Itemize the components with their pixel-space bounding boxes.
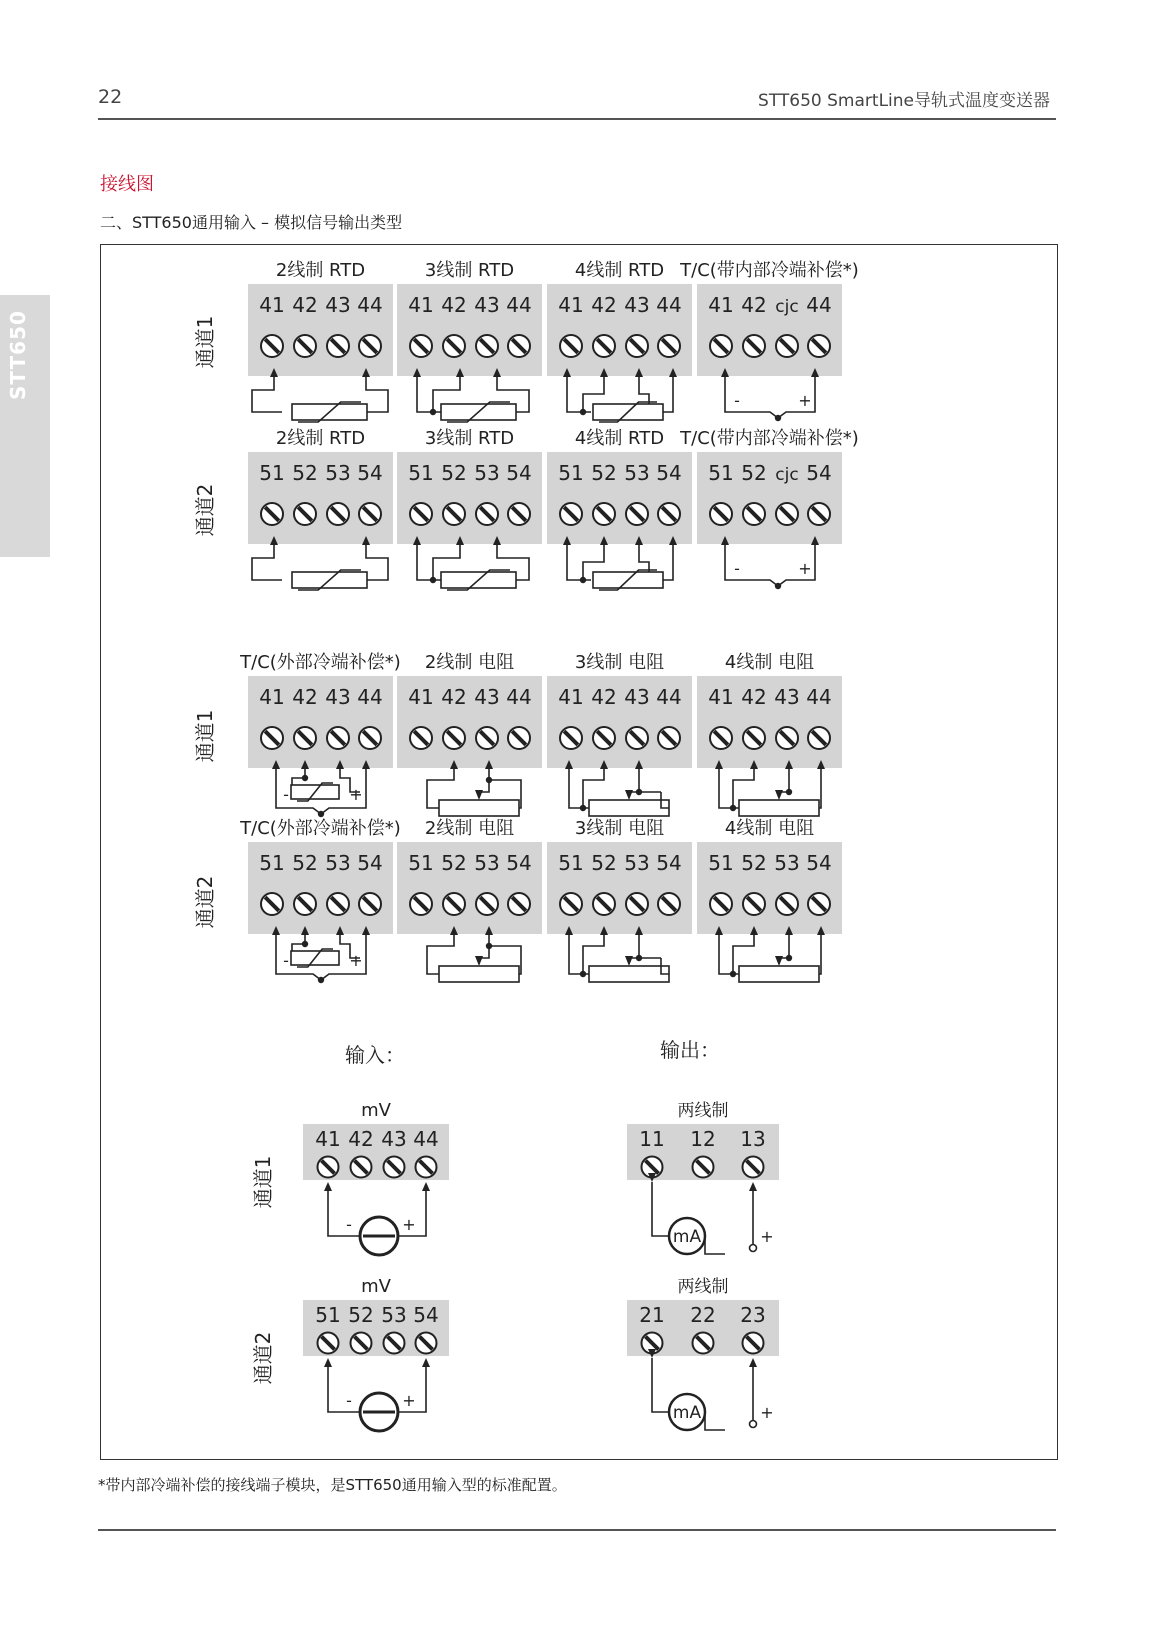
- junction-dot: [430, 577, 436, 583]
- block-label: T/C(外部冷端补偿*): [240, 652, 401, 673]
- wire: [779, 932, 789, 958]
- terminal-number: 54: [656, 461, 682, 485]
- block-label: 3线制 电阻: [574, 652, 665, 673]
- block-label: T/C(带内部冷端补偿*): [680, 428, 859, 449]
- wire: [725, 542, 778, 586]
- terminal-number: 53: [325, 461, 351, 485]
- terminal-number: 42: [741, 293, 767, 317]
- block-label: T/C(带内部冷端补偿*): [680, 260, 859, 281]
- terminal-number: 51: [259, 851, 285, 875]
- terminal-number: 42: [292, 293, 318, 317]
- terminal-number: 42: [741, 685, 767, 709]
- ground-wire: [705, 1412, 725, 1430]
- terminal-number: 51: [708, 851, 734, 875]
- footer-rule: [98, 1529, 1056, 1531]
- terminal-number: 12: [690, 1127, 716, 1151]
- terminal-number: 42: [348, 1127, 374, 1151]
- tc-plus: +: [798, 559, 812, 578]
- terminal-number: 43: [474, 293, 500, 317]
- terminal-number: 51: [708, 461, 734, 485]
- terminal-number: 53: [381, 1303, 407, 1327]
- junction-dot: [775, 583, 781, 589]
- page-number: 22: [98, 86, 123, 108]
- tc-minus: -: [734, 391, 740, 410]
- junction-dot: [318, 811, 324, 817]
- terminal-number: 54: [806, 461, 832, 485]
- terminal-number: 22: [690, 1303, 716, 1327]
- ma-label: mA: [672, 1403, 702, 1423]
- section-title: 接线图: [100, 174, 154, 195]
- two-wire-label: 两线制: [677, 1277, 729, 1297]
- block-label: 3线制 RTD: [424, 260, 515, 281]
- wire: [567, 374, 591, 412]
- terminal-number: 44: [806, 293, 832, 317]
- group-a-channel-1: [248, 260, 859, 422]
- block-label: T/C(外部冷端补偿*): [240, 818, 401, 839]
- channel-label: 通道2: [193, 483, 217, 537]
- terminal-number: 51: [558, 461, 584, 485]
- junction-dot: [730, 971, 736, 977]
- terminal-number: 42: [591, 293, 617, 317]
- supply-terminal: [750, 1245, 757, 1252]
- channel-label: 通道2: [251, 1331, 275, 1385]
- block-label: 4线制 电阻: [724, 818, 815, 839]
- cjc-label: cjc: [775, 465, 799, 485]
- block-label: 4线制 RTD: [574, 428, 665, 449]
- junction-dot: [486, 777, 492, 783]
- wire: [569, 766, 589, 808]
- channel-label: 通道1: [251, 1155, 275, 1209]
- wire: [652, 1182, 669, 1236]
- wire: [629, 766, 639, 792]
- terminal-number: 51: [408, 461, 434, 485]
- junction-dot: [636, 789, 642, 795]
- wire-arrow: [749, 1358, 757, 1367]
- mv-minus: -: [346, 1391, 352, 1410]
- wire: [725, 374, 778, 418]
- terminal-number: 52: [591, 851, 617, 875]
- wire: [417, 374, 441, 412]
- block-label: 4线制 RTD: [574, 260, 665, 281]
- terminal-number: 52: [441, 461, 467, 485]
- wire-arrow: [749, 1182, 757, 1191]
- junction-dot: [580, 805, 586, 811]
- supply-plus: +: [760, 1403, 774, 1422]
- resistor: [589, 966, 669, 982]
- terminal-number: 52: [741, 851, 767, 875]
- two-wire-output-1: [627, 1101, 779, 1254]
- terminal-number: 53: [774, 851, 800, 875]
- terminal-number: 54: [506, 851, 532, 875]
- wire: [629, 932, 639, 958]
- terminal-number: 43: [624, 293, 650, 317]
- terminal-number: 41: [708, 293, 734, 317]
- mv-minus: -: [346, 1215, 352, 1234]
- resistor: [439, 966, 519, 982]
- wire-arrow: [422, 1358, 430, 1367]
- terminal-number: 53: [474, 461, 500, 485]
- tc-plus: +: [798, 391, 812, 410]
- junction-dot: [775, 415, 781, 421]
- mv-label: mV: [361, 1276, 391, 1297]
- junction-dot: [580, 409, 586, 415]
- terminal-number: 43: [774, 685, 800, 709]
- wire: [719, 932, 739, 974]
- tc-minus: -: [283, 951, 289, 970]
- subtitle: 二、STT650通用输入 – 模拟信号输出类型: [100, 213, 403, 232]
- terminal-number: 41: [708, 685, 734, 709]
- terminal-number: 52: [591, 461, 617, 485]
- mv-plus: +: [402, 1391, 416, 1410]
- resistor: [589, 800, 669, 816]
- junction-dot: [580, 971, 586, 977]
- terminal-number: 42: [292, 685, 318, 709]
- cjc-label: cjc: [775, 297, 799, 317]
- block-label: 2线制 电阻: [424, 818, 515, 839]
- channel-label: 通道2: [193, 875, 217, 929]
- block-label: 2线制 RTD: [275, 428, 366, 449]
- group-b-channel-2: [239, 818, 842, 983]
- terminal-number: 43: [381, 1127, 407, 1151]
- tc-plus: +: [349, 951, 363, 970]
- wire: [328, 1364, 359, 1412]
- channel-label: 通道1: [193, 315, 217, 369]
- junction-dot: [636, 955, 642, 961]
- wire: [779, 766, 789, 792]
- terminal-number: 41: [259, 293, 285, 317]
- footnote: *带内部冷端补偿的接线端子模块，是STT650通用输入型的标准配置。: [98, 1476, 567, 1494]
- tc-minus: -: [734, 559, 740, 578]
- supply-plus: +: [760, 1227, 774, 1246]
- terminal-number: 44: [806, 685, 832, 709]
- wire: [567, 542, 591, 580]
- terminal-number: 41: [408, 685, 434, 709]
- two-wire-output-2: [627, 1277, 779, 1430]
- terminal-number: 51: [408, 851, 434, 875]
- block-label: 2线制 RTD: [275, 260, 366, 281]
- terminal-number: 51: [315, 1303, 341, 1327]
- wire-arrow: [324, 1358, 332, 1367]
- terminal-number: 41: [558, 685, 584, 709]
- terminal-number: 44: [656, 685, 682, 709]
- junction-dot: [786, 789, 792, 795]
- terminal-number: 51: [558, 851, 584, 875]
- wire-arrow: [422, 1182, 430, 1191]
- wire: [652, 1358, 669, 1412]
- terminal-number: 52: [292, 461, 318, 485]
- tc-minus: -: [283, 785, 289, 804]
- terminal-number: 44: [656, 293, 682, 317]
- ground-wire: [705, 1236, 725, 1254]
- mv-label: mV: [361, 1100, 391, 1121]
- wire: [252, 374, 282, 412]
- terminal-number: 13: [740, 1127, 766, 1151]
- block-label: 3线制 RTD: [424, 428, 515, 449]
- resistor: [739, 966, 819, 982]
- mv-input-2: [303, 1276, 449, 1431]
- header-title: STT650 SmartLine导轨式温度变送器: [758, 91, 1050, 111]
- resistor: [739, 800, 819, 816]
- tc-plus: +: [349, 785, 363, 804]
- terminal-number: 54: [656, 851, 682, 875]
- terminal-number: 42: [591, 685, 617, 709]
- terminal-number: 52: [292, 851, 318, 875]
- terminal-number: 44: [506, 685, 532, 709]
- terminal-number: 23: [740, 1303, 766, 1327]
- supply-terminal: [750, 1421, 757, 1428]
- resistor: [439, 800, 519, 816]
- terminal-number: 43: [325, 293, 351, 317]
- terminal-number: 42: [441, 685, 467, 709]
- input-heading: 输入：: [345, 1043, 405, 1067]
- mv-plus: +: [402, 1215, 416, 1234]
- terminal-number: 52: [741, 461, 767, 485]
- wire-arrow: [324, 1182, 332, 1191]
- terminal-number: 54: [806, 851, 832, 875]
- terminal-number: 53: [624, 851, 650, 875]
- terminal-number: 43: [624, 685, 650, 709]
- wire: [417, 542, 441, 580]
- side-tab-label: STT650: [6, 310, 30, 400]
- junction-dot: [730, 805, 736, 811]
- group-b-channel-1: [239, 652, 842, 817]
- junction-dot: [430, 409, 436, 415]
- group-a-channel-2: [248, 428, 859, 590]
- terminal-number: 43: [325, 685, 351, 709]
- terminal-number: 53: [325, 851, 351, 875]
- terminal-number: 54: [357, 461, 383, 485]
- terminal-number: 54: [506, 461, 532, 485]
- wire: [569, 932, 589, 974]
- terminal-number: 54: [357, 851, 383, 875]
- terminal-number: 54: [413, 1303, 439, 1327]
- terminal-number: 44: [413, 1127, 439, 1151]
- wire: [719, 766, 739, 808]
- terminal-number: 41: [558, 293, 584, 317]
- terminal-number: 53: [474, 851, 500, 875]
- junction-dot: [580, 577, 586, 583]
- terminal-number: 21: [639, 1303, 665, 1327]
- terminal-number: 44: [506, 293, 532, 317]
- terminal-number: 42: [441, 293, 467, 317]
- terminal-number: 43: [474, 685, 500, 709]
- terminal-number: 11: [639, 1127, 665, 1151]
- terminal-number: 41: [259, 685, 285, 709]
- terminal-number: 41: [315, 1127, 341, 1151]
- block-label: 2线制 电阻: [424, 652, 515, 673]
- terminal-number: 52: [441, 851, 467, 875]
- junction-dot: [786, 955, 792, 961]
- block-label: 4线制 电阻: [724, 652, 815, 673]
- terminal-number: 44: [357, 293, 383, 317]
- mv-input-1: [303, 1100, 449, 1255]
- terminal-number: 44: [357, 685, 383, 709]
- junction-dot: [302, 941, 308, 947]
- ma-label: mA: [672, 1227, 702, 1247]
- terminal-number: 51: [259, 461, 285, 485]
- terminal-number: 53: [624, 461, 650, 485]
- terminal-number: 41: [408, 293, 434, 317]
- wire: [328, 1188, 359, 1236]
- junction-dot: [486, 943, 492, 949]
- wire: [252, 542, 282, 580]
- channel-label: 通道1: [193, 709, 217, 763]
- block-label: 3线制 电阻: [574, 818, 665, 839]
- junction-dot: [302, 775, 308, 781]
- output-heading: 输出：: [660, 1038, 720, 1062]
- terminal-number: 52: [348, 1303, 374, 1327]
- junction-dot: [318, 977, 324, 983]
- two-wire-label: 两线制: [677, 1101, 729, 1121]
